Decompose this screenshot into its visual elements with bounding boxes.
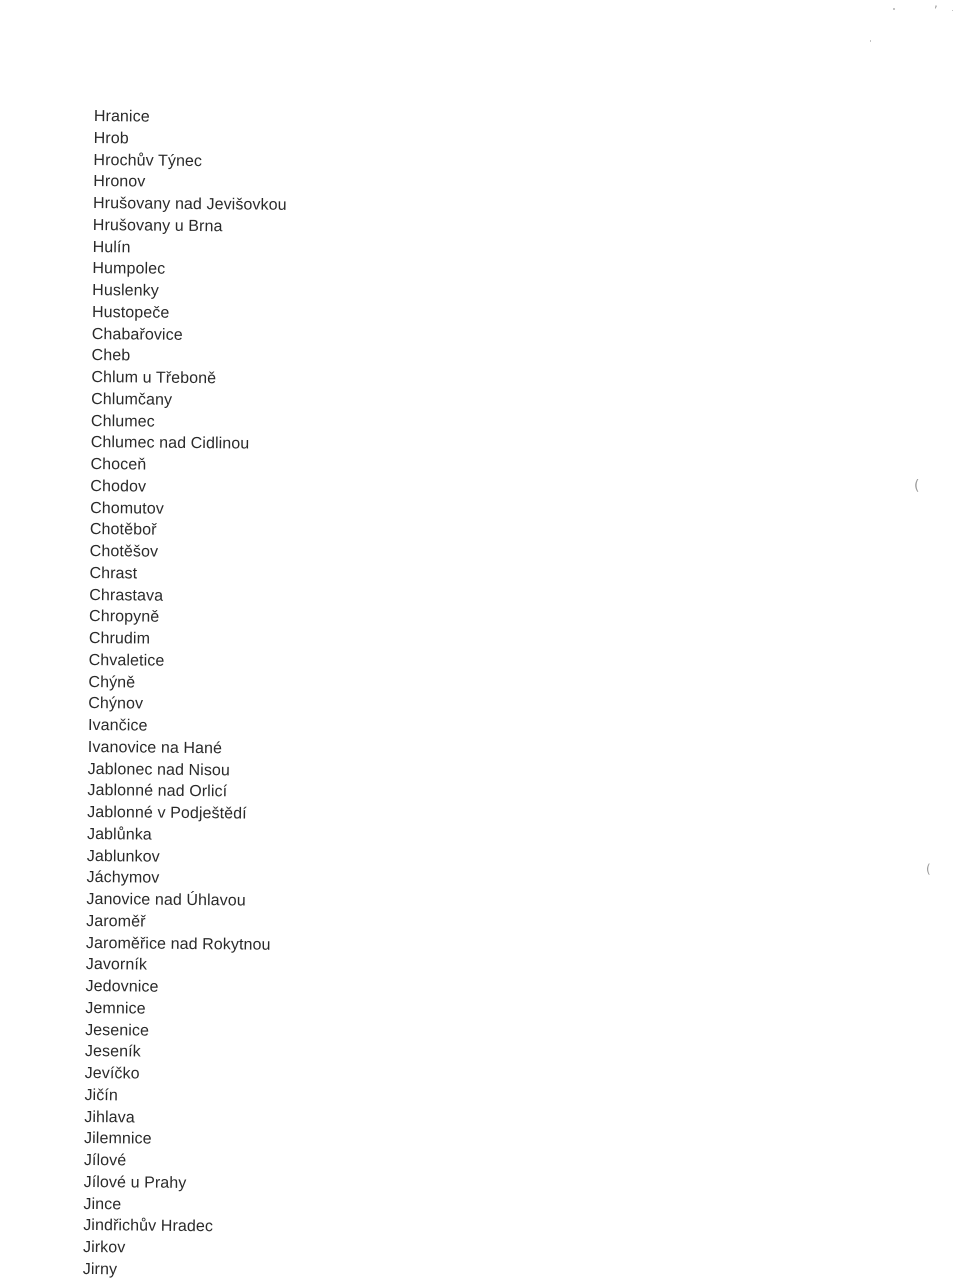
town-list-item: Chvaletice xyxy=(88,651,165,670)
town-list-item: Chropyně xyxy=(89,608,160,626)
scan-speck xyxy=(893,8,895,10)
town-list-item: Humpolec xyxy=(92,260,166,278)
town-list-item: Janovice nad Úhlavou xyxy=(86,890,246,910)
town-list-item: Jesenice xyxy=(85,1021,150,1040)
town-list-item: Jablonné nad Orlicí xyxy=(87,782,228,801)
town-list-item: Hustopeče xyxy=(91,303,170,322)
town-list-item: Chomutov xyxy=(90,499,164,518)
scan-speck xyxy=(952,10,953,11)
town-list-item: Jáchymov xyxy=(86,869,160,887)
town-list-item: Chabařovice xyxy=(91,325,183,344)
town-list-item: Jílové xyxy=(83,1151,127,1170)
town-list-item: Huslenky xyxy=(92,281,159,300)
town-list-item: Jeseník xyxy=(84,1043,141,1061)
scan-speck xyxy=(870,40,871,42)
town-list-item: Jaroměř xyxy=(86,912,146,931)
town-list-item: Chrastava xyxy=(89,586,164,605)
town-list-item: Chlumec nad Cidlinou xyxy=(90,434,250,453)
town-list-item: Jevíčko xyxy=(84,1064,140,1083)
town-list-item: Jičín xyxy=(84,1086,118,1105)
town-list-item: Jablonec nad Nisou xyxy=(87,760,231,779)
town-list-item: Jaroměřice nad Rokytnou xyxy=(85,934,271,954)
town-list-item: Jablunkov xyxy=(86,847,160,866)
town-list xyxy=(83,106,288,1282)
town-list-item: Chotěšov xyxy=(89,542,159,561)
town-list-item: Chlumec xyxy=(90,412,155,431)
town-list-item: Hranice xyxy=(93,107,150,126)
town-list-item: Chrast xyxy=(89,564,138,583)
town-list-item: Chodov xyxy=(90,477,147,496)
margin-mark: ( xyxy=(926,862,931,876)
town-list-item: Chýně xyxy=(88,673,136,691)
town-list-item: Jirkov xyxy=(82,1238,126,1257)
town-list-item: Hrušovany nad Jevišovkou xyxy=(92,194,287,214)
town-list-item: Jindřichův Hradec xyxy=(83,1217,214,1236)
town-list-item: Ivanovice na Hané xyxy=(87,738,223,758)
margin-mark: , xyxy=(934,0,938,10)
town-list-item: Chrudim xyxy=(88,629,151,648)
town-list-item: Jablůnka xyxy=(86,825,152,844)
town-list-item: Hrob xyxy=(93,129,129,148)
town-list-item: Hrochův Týnec xyxy=(93,151,203,170)
town-list-item: Jilemnice xyxy=(84,1130,152,1148)
town-list-item: Hulín xyxy=(92,238,131,256)
town-list-item: Chlum u Třeboně xyxy=(91,368,217,388)
town-list-item: Javorník xyxy=(85,956,148,974)
margin-mark: ( xyxy=(914,478,920,494)
town-list-item: Ivančice xyxy=(87,716,148,735)
town-list-item: Jihlava xyxy=(84,1108,135,1126)
town-list-item: Cheb xyxy=(91,347,131,365)
town-list-item: Chlumčany xyxy=(91,390,173,409)
town-list-item: Jílové u Prahy xyxy=(83,1173,187,1192)
town-list-item: Chýnov xyxy=(88,695,144,713)
town-list-item: Jablonné v Podještědí xyxy=(87,803,247,823)
town-list-item: Hrušovany u Brna xyxy=(92,216,223,235)
town-list-item: Jemnice xyxy=(85,999,146,1018)
town-list-item: Jince xyxy=(83,1195,122,1213)
town-list-item: Jedovnice xyxy=(85,977,159,996)
town-list-item: Hronov xyxy=(93,173,146,191)
town-list-item: Choceň xyxy=(90,455,147,474)
town-list-item: Chotěboř xyxy=(89,521,157,539)
town-list-item: Jirny xyxy=(82,1260,118,1279)
